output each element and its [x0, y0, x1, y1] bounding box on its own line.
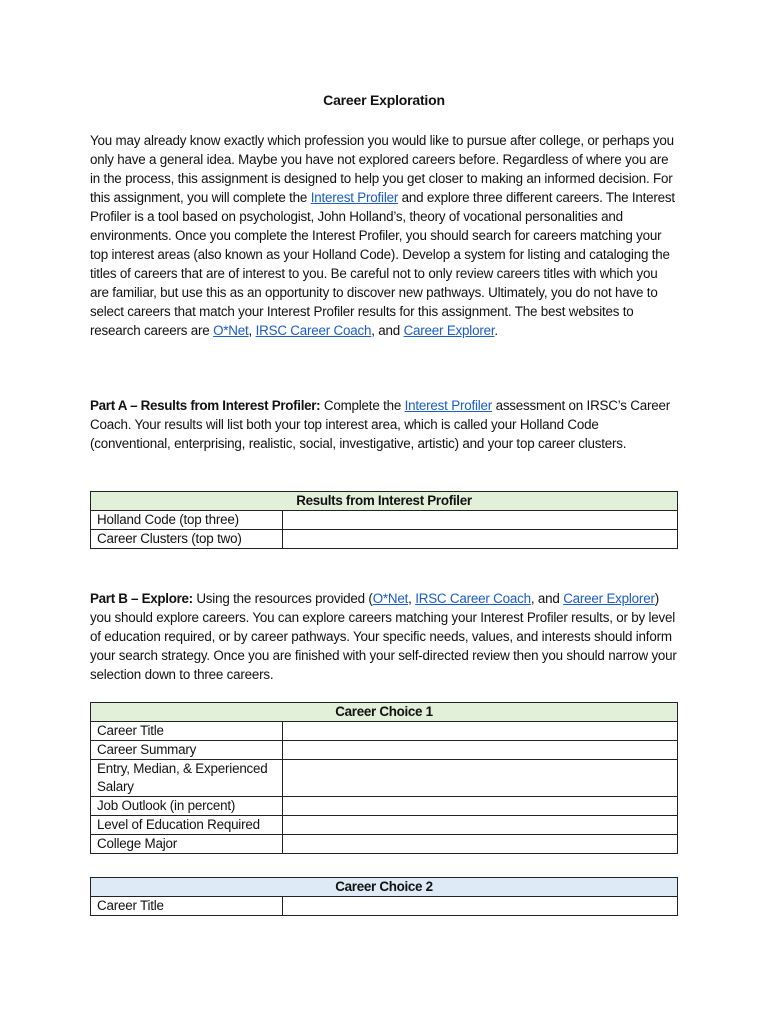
career-choice-1-table: [90, 702, 678, 854]
table-row: [91, 511, 678, 530]
part-b-paragraph: [90, 589, 678, 684]
intro-text-2: and explore three different careers. The Interest Profiler is a tool based on psychologist, John Holland’s, theory of vocational personalities and environments. Once you complete the Interest Profiler, you should search for careers matching your top interest areas (also known as your Holland Code). Develop a system for listing and cataloging the titles of careers that are of interest to you. Be careful not to only review careers titles with which you are familiar, but use this as an opportunity to discover new pathways. Ultimately, you do not have to select careers that match your Interest Profiler results for this assignment. The best websites to research careers are: [90, 190, 675, 338]
page-title: Career Exploration: [323, 92, 445, 108]
career-choice-1-header: Career Choice 1: [91, 703, 678, 722]
job-outlook-label: Job Outlook (in percent): [91, 797, 283, 816]
intro-end: .: [494, 323, 498, 338]
career-clusters-field[interactable]: [283, 530, 678, 549]
part-a-paragraph: [90, 396, 678, 453]
salary-label: Entry, Median, & Experienced Salary: [91, 760, 283, 797]
career-2-title-label: Career Title: [91, 897, 283, 916]
career-clusters-label: Career Clusters (top two): [91, 530, 283, 549]
table-row: [91, 741, 678, 760]
career-choice-1-header-row: [91, 703, 678, 722]
table-row: [91, 760, 678, 797]
irsc-career-coach-link[interactable]: IRSC Career Coach: [255, 323, 372, 338]
results-table: [90, 491, 678, 549]
education-level-label: Level of Education Required: [91, 816, 283, 835]
table-row: [91, 897, 678, 916]
career-title-field[interactable]: [283, 722, 678, 741]
onet-link[interactable]: O*Net: [213, 323, 249, 338]
job-outlook-field[interactable]: [283, 797, 678, 816]
table-row: [91, 797, 678, 816]
part-a-text-1: Complete the: [320, 398, 405, 413]
intro-separator-2: , and: [371, 323, 404, 338]
part-b-text-2: ) you should explore careers. You can explore careers matching your Interest Profiler results, or by level of education required, or by career pathways. Your specific needs, values, and interests should inform your search strategy. Once you are finished with your self-directed review then you should narrow your selection down to three careers.: [90, 591, 677, 682]
table-row: [91, 835, 678, 854]
intro-text-1: You may already know exactly which profession you would like to pursue after college, or perhaps you only have a general idea. Maybe you have not explored careers before. Regardless of where you are in the process, this assignment is designed to help you get closer to making an informed decision. For this assignment, you will complete the: [90, 133, 674, 205]
career-explorer-link[interactable]: Career Explorer: [403, 323, 495, 338]
holland-code-label: Holland Code (top three): [91, 511, 283, 530]
part-b-onet-link[interactable]: O*Net: [372, 591, 409, 606]
education-level-field[interactable]: [283, 816, 678, 835]
results-table-header: Results from Interest Profiler: [91, 492, 678, 511]
career-title-label: Career Title: [91, 722, 283, 741]
career-summary-field[interactable]: [283, 741, 678, 760]
intro-separator-1: ,: [248, 323, 256, 338]
table-row: [91, 722, 678, 741]
part-b-heading: Part B – Explore:: [90, 591, 193, 606]
salary-field[interactable]: [283, 760, 678, 797]
interest-profiler-link[interactable]: Interest Profiler: [310, 190, 399, 205]
part-b-irsc-career-coach-link[interactable]: IRSC Career Coach: [415, 591, 531, 606]
results-table-header-row: [91, 492, 678, 511]
table-row: [91, 816, 678, 835]
part-a-interest-profiler-link[interactable]: Interest Profiler: [404, 398, 493, 413]
career-2-title-field[interactable]: [283, 897, 678, 916]
career-choice-2-header: Career Choice 2: [91, 878, 678, 897]
college-major-field[interactable]: [283, 835, 678, 854]
part-a-heading: Part A – Results from Interest Profiler:: [90, 398, 321, 413]
part-b-separator-1: ,: [408, 591, 416, 606]
career-choice-2-table: [90, 877, 678, 916]
part-b-career-explorer-link[interactable]: Career Explorer: [563, 591, 655, 606]
career-summary-label: Career Summary: [91, 741, 283, 760]
table-row: [91, 530, 678, 549]
intro-paragraph: [90, 131, 678, 340]
college-major-label: College Major: [91, 835, 283, 854]
holland-code-field[interactable]: [283, 511, 678, 530]
part-b-text-1: Using the resources provided (: [192, 591, 373, 606]
part-b-separator-2: , and: [530, 591, 564, 606]
career-choice-2-header-row: [91, 878, 678, 897]
part-a-text-2: assessment on IRSC’s Career Coach. Your results will list both your top interest area, which is called your Holland Code (conventional, enterprising, realistic, social, investigative, artistic) and your top career clusters.: [90, 398, 671, 451]
